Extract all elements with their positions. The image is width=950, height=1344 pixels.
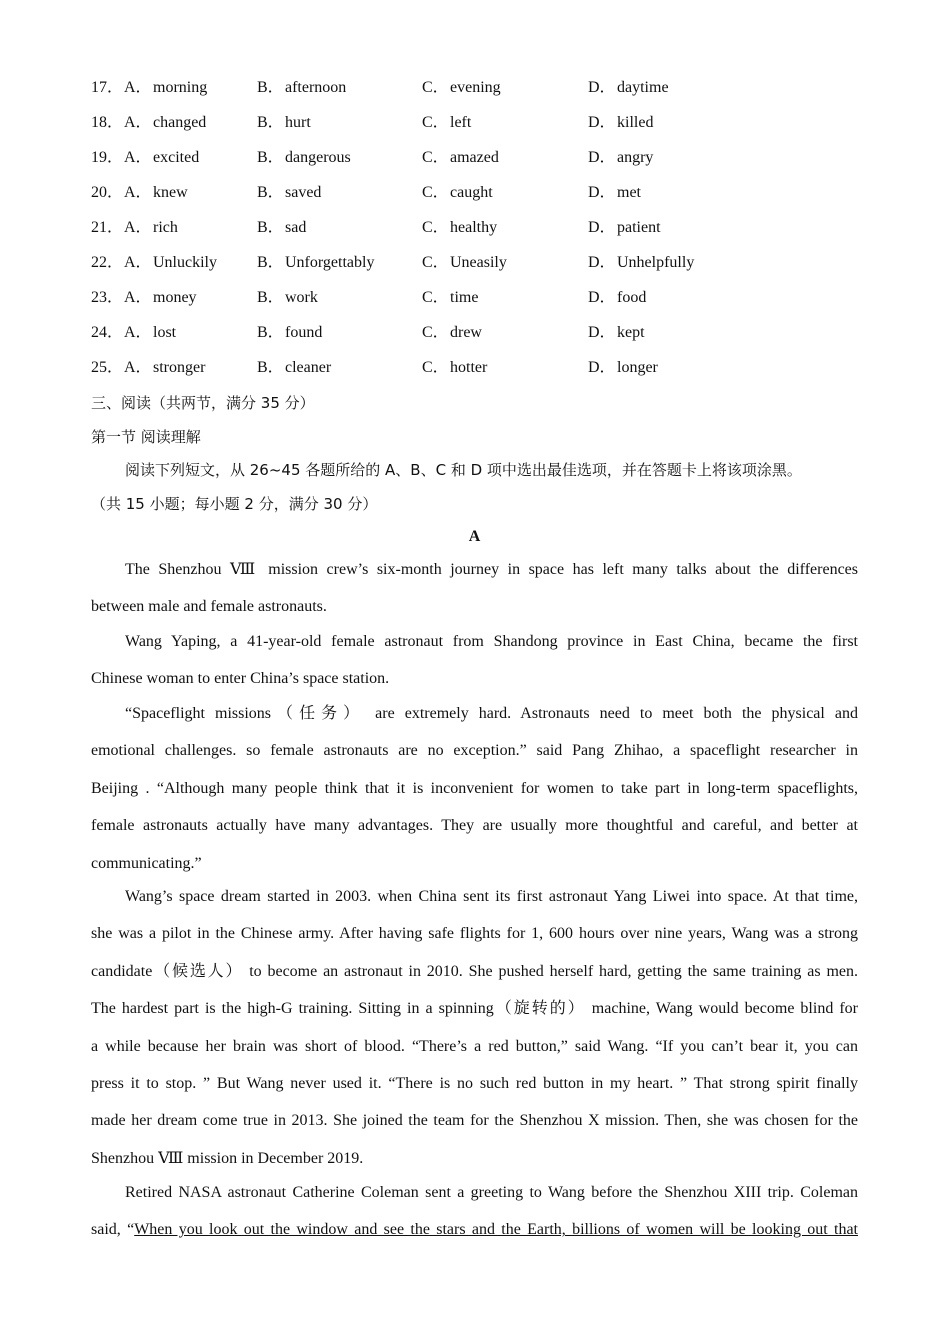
- question-row: [91, 216, 858, 240]
- question-row: [91, 286, 858, 310]
- option-a[interactable]: A．knew: [124, 184, 188, 201]
- option-b[interactable]: B．Unforgettably: [257, 254, 375, 271]
- paragraph-line: The Shenzhou Ⅷ mission crew’s six-month journey in space has left many talks about the differences: [125, 561, 858, 578]
- paragraph-line: Chinese woman to enter China’s space station.: [91, 670, 390, 688]
- paragraph-line: “Spaceflight missions（任务） are extremely hard. Astronauts need to meet both the physical and: [125, 705, 858, 722]
- passage-paragraph: [91, 1174, 858, 1249]
- question-row: [91, 181, 858, 205]
- paragraph-line: Beijing . “Although many people think that it is inconvenient for women to take part in long-term spaceflights,: [91, 779, 858, 797]
- option-c[interactable]: C．Uneasily: [422, 254, 507, 271]
- option-c[interactable]: C．caught: [422, 184, 493, 201]
- option-c[interactable]: C．evening: [422, 79, 501, 96]
- question-row: [91, 356, 858, 380]
- question-number: 23．: [91, 289, 124, 306]
- option-a[interactable]: A．Unluckily: [124, 254, 217, 271]
- option-b[interactable]: B．work: [257, 289, 318, 306]
- option-d[interactable]: D．Unhelpfully: [588, 254, 695, 271]
- paragraph-line: Wang’s space dream started in 2003. when China sent its first astronaut Yang Liwei into space. At that time,: [125, 888, 858, 905]
- question-row: [91, 321, 858, 345]
- passage-paragraph: [91, 878, 858, 1177]
- option-a[interactable]: A．changed: [124, 114, 207, 131]
- option-b[interactable]: B．sad: [257, 219, 307, 236]
- paragraph-line: emotional challenges. so female astronauts are no exception.” said Pang Zhihao, a spaceflight researcher in: [91, 742, 858, 760]
- option-a[interactable]: A．money: [124, 289, 197, 306]
- paragraph-line: candidate（候选人） to become an astronaut in 2010. She pushed herself hard, getting the same training as men.: [91, 962, 858, 980]
- option-d[interactable]: D．kept: [588, 324, 645, 341]
- question-number: 21．: [91, 219, 124, 236]
- option-b[interactable]: B．cleaner: [257, 359, 332, 376]
- option-a[interactable]: A．excited: [124, 149, 200, 166]
- question-row: [91, 111, 858, 135]
- question-number: 17．: [91, 79, 124, 96]
- option-c[interactable]: C．hotter: [422, 359, 488, 376]
- option-c[interactable]: C．time: [422, 289, 479, 306]
- paragraph-line: female astronauts actually have many advantages. They are usually more thoughtful and careful, and better at: [91, 817, 858, 835]
- passage-paragraph: [91, 551, 858, 626]
- question-number: 25．: [91, 359, 124, 376]
- question-row: [91, 146, 858, 170]
- option-a[interactable]: A．lost: [124, 324, 177, 341]
- section-instruction: 阅读下列短文，从 26~45 各题所给的 A、B、C 和 D 项中选出最佳选项，并在答题卡上将该项涂黑。: [125, 461, 802, 479]
- option-b[interactable]: B．hurt: [257, 114, 311, 131]
- paragraph-line: Shenzhou Ⅷ mission in December 2019.: [91, 1149, 364, 1167]
- option-b[interactable]: B．dangerous: [257, 149, 351, 166]
- option-c[interactable]: C．healthy: [422, 219, 498, 236]
- paragraph-line: The hardest part is the high-G training. Sitting in a spinning（旋转的） machine, Wang would become blind for: [91, 1000, 858, 1018]
- question-number: 18．: [91, 114, 124, 131]
- paragraph-line: a while because her brain was short of blood. “There’s a red button,” said Wang. “If you can’t bear it, you can: [91, 1037, 858, 1055]
- paragraph-line: press it to stop. ” But Wang never used it. “There is no such red button in my heart. ” That strong spirit finally: [91, 1074, 858, 1092]
- question-number: 22．: [91, 254, 124, 271]
- option-b[interactable]: B．saved: [257, 184, 322, 201]
- question-number: 20．: [91, 184, 124, 201]
- option-b[interactable]: B．found: [257, 324, 323, 341]
- paragraph-line: between male and female astronauts.: [91, 598, 327, 616]
- option-d[interactable]: D．patient: [588, 219, 661, 236]
- option-a[interactable]: A．stronger: [124, 359, 206, 376]
- option-d[interactable]: D．longer: [588, 359, 658, 376]
- question-number: 24．: [91, 324, 124, 341]
- paragraph-line: Wang Yaping, a 41-year-old female astronaut from Shandong province in East China, became the first: [125, 633, 858, 650]
- paragraph-line: communicating.”: [91, 854, 202, 872]
- section-title: 三、阅读（共两节，满分 35 分）: [91, 394, 315, 412]
- paragraph-line: [91, 1211, 858, 1248]
- question-row: [91, 76, 858, 100]
- option-d[interactable]: D．angry: [588, 149, 654, 166]
- paragraph-line: she was a pilot in the Chinese army. After having safe flights for 1, 600 hours over nine years, Wang was a strong: [91, 925, 858, 943]
- underlined-sentence: When you look out the window and see the stars and the Earth, billions of women will be looking out that: [134, 1221, 859, 1239]
- section-subtitle: 第一节 阅读理解: [91, 428, 201, 446]
- paragraph-line: made her dream come true in 2013. She joined the team for the Shenzhou X mission. Then, she was chosen for the: [91, 1112, 858, 1130]
- option-c[interactable]: C．amazed: [422, 149, 499, 166]
- option-d[interactable]: D．killed: [588, 114, 654, 131]
- option-a[interactable]: A．morning: [124, 79, 208, 96]
- question-number: 19．: [91, 149, 124, 166]
- option-d[interactable]: D．met: [588, 184, 641, 201]
- passage-paragraph: [91, 623, 858, 698]
- section-instruction-cont: （共 15 小题；每小题 2 分，满分 30 分）: [91, 495, 378, 513]
- option-c[interactable]: C．left: [422, 114, 472, 131]
- option-c[interactable]: C．drew: [422, 324, 482, 341]
- option-d[interactable]: D．daytime: [588, 79, 669, 96]
- passage-paragraph: [91, 695, 858, 882]
- passage-heading: A: [468, 528, 481, 545]
- option-d[interactable]: D．food: [588, 289, 647, 306]
- paragraph-line: Retired NASA astronaut Catherine Coleman sent a greeting to Wang before the Shenzhou XIII trip. Coleman: [125, 1184, 858, 1201]
- question-row: [91, 251, 858, 275]
- option-b[interactable]: B．afternoon: [257, 79, 347, 96]
- option-a[interactable]: A．rich: [124, 219, 178, 236]
- quote-intro: said, “: [91, 1221, 135, 1239]
